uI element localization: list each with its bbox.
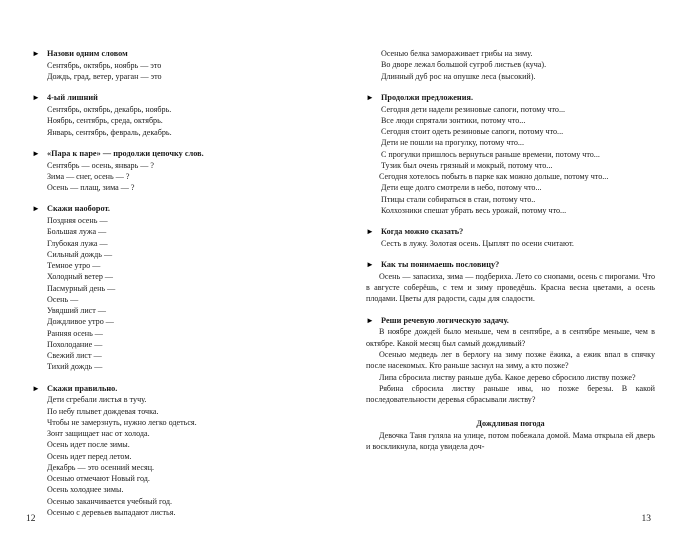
list-item: Сегодня стоит одеть резиновые сапоги, потому что... [381, 127, 564, 136]
section-4-yj-lishnij [32, 92, 318, 138]
triangle-bullet-icon: ► [32, 148, 40, 158]
list-item: Чтобы не замерзнуть, нужно легко одеться. [47, 417, 197, 427]
paragraph: В ноябре дождей было меньше, чем в сентябре, а в сентябре меньше, чем в октябре. Какой месяц был самый дождливый? [366, 327, 655, 348]
list-item: Осенью белка замораживает грибы на зиму. [381, 49, 533, 58]
list-item: Осень идет после зимы. [47, 440, 130, 450]
triangle-bullet-icon: ► [32, 383, 40, 393]
list-item: Дети не пошли на прогулку, потому что... [381, 138, 524, 148]
list-item: Дети еще долго смотрели в небо, потому что... [381, 183, 542, 193]
list-item: Осень идет перед летом. [47, 451, 132, 461]
list-item: По небу плывет дождевая точка. [47, 406, 159, 416]
section-heading-text: 4-ый лишний [47, 93, 98, 103]
triangle-bullet-icon: ► [366, 260, 374, 270]
continued-lines [366, 48, 655, 82]
list-item: Глубокая лужа — [47, 238, 108, 248]
section-heading-text: «Пара к паре» — продолжи цепочку слов. [47, 148, 204, 158]
list-item: Тихий дождь — [47, 362, 103, 372]
triangle-bullet-icon: ► [32, 204, 40, 214]
list-item: Сильный дождь — [47, 249, 113, 259]
list-item: Холодный ветер — [47, 272, 114, 282]
list-item: Темное утро — [47, 261, 101, 270]
list-item: Осенью с деревьев выпадают листья. [47, 507, 176, 517]
section-heading [32, 203, 318, 214]
page-number-right: 13 [641, 514, 651, 524]
section-heading-text: Назови одним словом [47, 49, 128, 58]
section-items [32, 394, 318, 518]
paragraph: Осень — запасиха, зима — подбериха. Лето со снопами, осень с пирогами. Что в августе соберёшь, с тем и зиму проведёшь. Красна весна цветами, а осень плодами. Цветы для радости, сады для сладости. [366, 271, 655, 304]
section-kogda-mozhno-skazat [366, 226, 655, 249]
list-item: Сентябрь, октябрь, ноябрь — это [47, 60, 162, 70]
list-item: Пасмурный день — [47, 283, 116, 293]
triangle-bullet-icon: ► [366, 92, 374, 102]
list-item: Сесть в лужу. Золотая осень. Цыплят по осени считают. [381, 238, 574, 248]
triangle-bullet-icon: ► [32, 49, 40, 58]
list-item: Поздняя осень — [47, 216, 108, 225]
list-item: Осенью заканчивается учебный год. [47, 496, 173, 506]
section-heading-text: Как ты понимаешь пословицу? [381, 260, 500, 270]
section-heading [32, 148, 318, 159]
list-item: Увядший лист — [47, 306, 106, 315]
story-title: Дождливая погода [476, 418, 545, 428]
section-heading-text: Когда можно сказать? [381, 227, 464, 237]
page-left [0, 0, 340, 540]
list-item: Зима — снег, осень — ? [47, 171, 130, 181]
section-items [32, 104, 318, 138]
section-items [366, 238, 655, 249]
list-item: Дети сгребали листья в тучу. [47, 395, 147, 405]
section-heading [366, 226, 655, 237]
section-items [32, 160, 318, 194]
list-item: Зонт защищает нас от холода. [47, 429, 150, 438]
list-item: Сентябрь — осень, январь — ? [47, 160, 155, 170]
continued-lines-block [366, 48, 655, 82]
story-block [366, 418, 655, 453]
paragraph: Рябина сбросила листву раньше ивы, но позже березы. В какой последовательности деревья сбрасывали листву? [366, 383, 655, 405]
page-right-content [366, 48, 655, 452]
section-reshi-rechevuyu-logicheskuyu-zadachu [366, 315, 655, 406]
page-number-left: 12 [26, 514, 36, 524]
page-left-content [32, 48, 318, 518]
list-item: Осень холоднее зимы. [47, 485, 124, 495]
list-item: Ноябрь, сентябрь, среда, октябрь. [47, 116, 163, 126]
section-heading [366, 315, 655, 326]
list-item: Ранняя осень — [47, 328, 103, 338]
paragraph: Осенью медведь лег в берлогу на зиму позже ёжика, а ежик впал в спячку после насекомых. Кто раньше заснул на зиму, а кто позже? [366, 350, 655, 371]
section-items [366, 104, 655, 172]
list-item: Тузик был очень грязный и мокрый, потому что... [381, 160, 553, 170]
section-heading [32, 92, 318, 103]
list-item: Осень — [47, 294, 79, 304]
list-item: Дождь, град, ветер, ураган — это [47, 72, 162, 81]
list-item: Во дворе лежал большой сугроб листьев (куча). [381, 60, 547, 70]
section-heading-text: Реши речевую логическую задачу. [381, 315, 509, 325]
section-skazhi-pravilno [32, 383, 318, 519]
list-item: Большая лужа — [47, 227, 107, 237]
list-item: Птицы стали собираться в стаи, потому что.. [381, 194, 536, 204]
story-paragraph: Девочка Таня гуляла на улице, потом побежала домой. Мама открыла ей дверь и воскликнула, когда увидела доч- [366, 430, 655, 452]
list-item: Декабрь — это осенний месяц. [47, 462, 155, 472]
list-item: Дождливое утро — [47, 317, 114, 327]
section-nazovi-odnim-slovom [32, 48, 318, 82]
list-item: Осень — плащ, зима — ? [47, 183, 135, 192]
list-item: Сегодня дети надели резиновые сапоги, потому что... [381, 104, 566, 114]
section-heading [366, 259, 655, 270]
list-item: Осенью отмечают Новый год. [47, 474, 150, 483]
section-heading-text: Продолжи предложения. [381, 92, 474, 102]
section-para-k-pare [32, 148, 318, 194]
list-item: С прогулки пришлось вернуться раньше времени, потому что... [381, 149, 600, 159]
section-items-after [366, 182, 655, 216]
list-item: Все люди спрятали зонтики, потому что... [381, 115, 526, 125]
section-heading [366, 92, 655, 103]
list-item: Сентябрь, октябрь, декабрь, ноябрь. [47, 105, 172, 114]
section-heading-text: Скажи наоборот. [47, 204, 111, 214]
list-item: Январь, сентябрь, февраль, декабрь. [47, 127, 172, 137]
paragraph: Липа сбросила листву раньше дуба. Какое дерево сбросило листву позже? [379, 372, 636, 382]
section-heading [32, 383, 318, 394]
triangle-bullet-icon: ► [32, 93, 40, 103]
section-skazhi-naoborot [32, 203, 318, 372]
list-item: Длинный дуб рос на опушке леса (высокий). [381, 71, 536, 81]
list-item: Похолодание — [47, 339, 103, 349]
list-item: Свежий лист — [47, 351, 102, 360]
section-kak-ty-ponimaesh-poslovicu [366, 259, 655, 305]
section-items [32, 60, 318, 83]
section-prodolzhi-predlozheniya [366, 92, 655, 216]
section-items [32, 215, 318, 373]
triangle-bullet-icon: ► [366, 227, 374, 237]
section-heading-text: Скажи правильно. [47, 383, 118, 393]
triangle-bullet-icon: ► [366, 315, 374, 325]
page-right [340, 0, 681, 540]
wrapped-paragraph: Сегодня хотелось побыть в парке как можно дольше, потому что... [379, 172, 609, 181]
list-item: Колхозники спешат убрать весь урожай, потому что... [381, 205, 567, 215]
section-heading [32, 48, 318, 59]
